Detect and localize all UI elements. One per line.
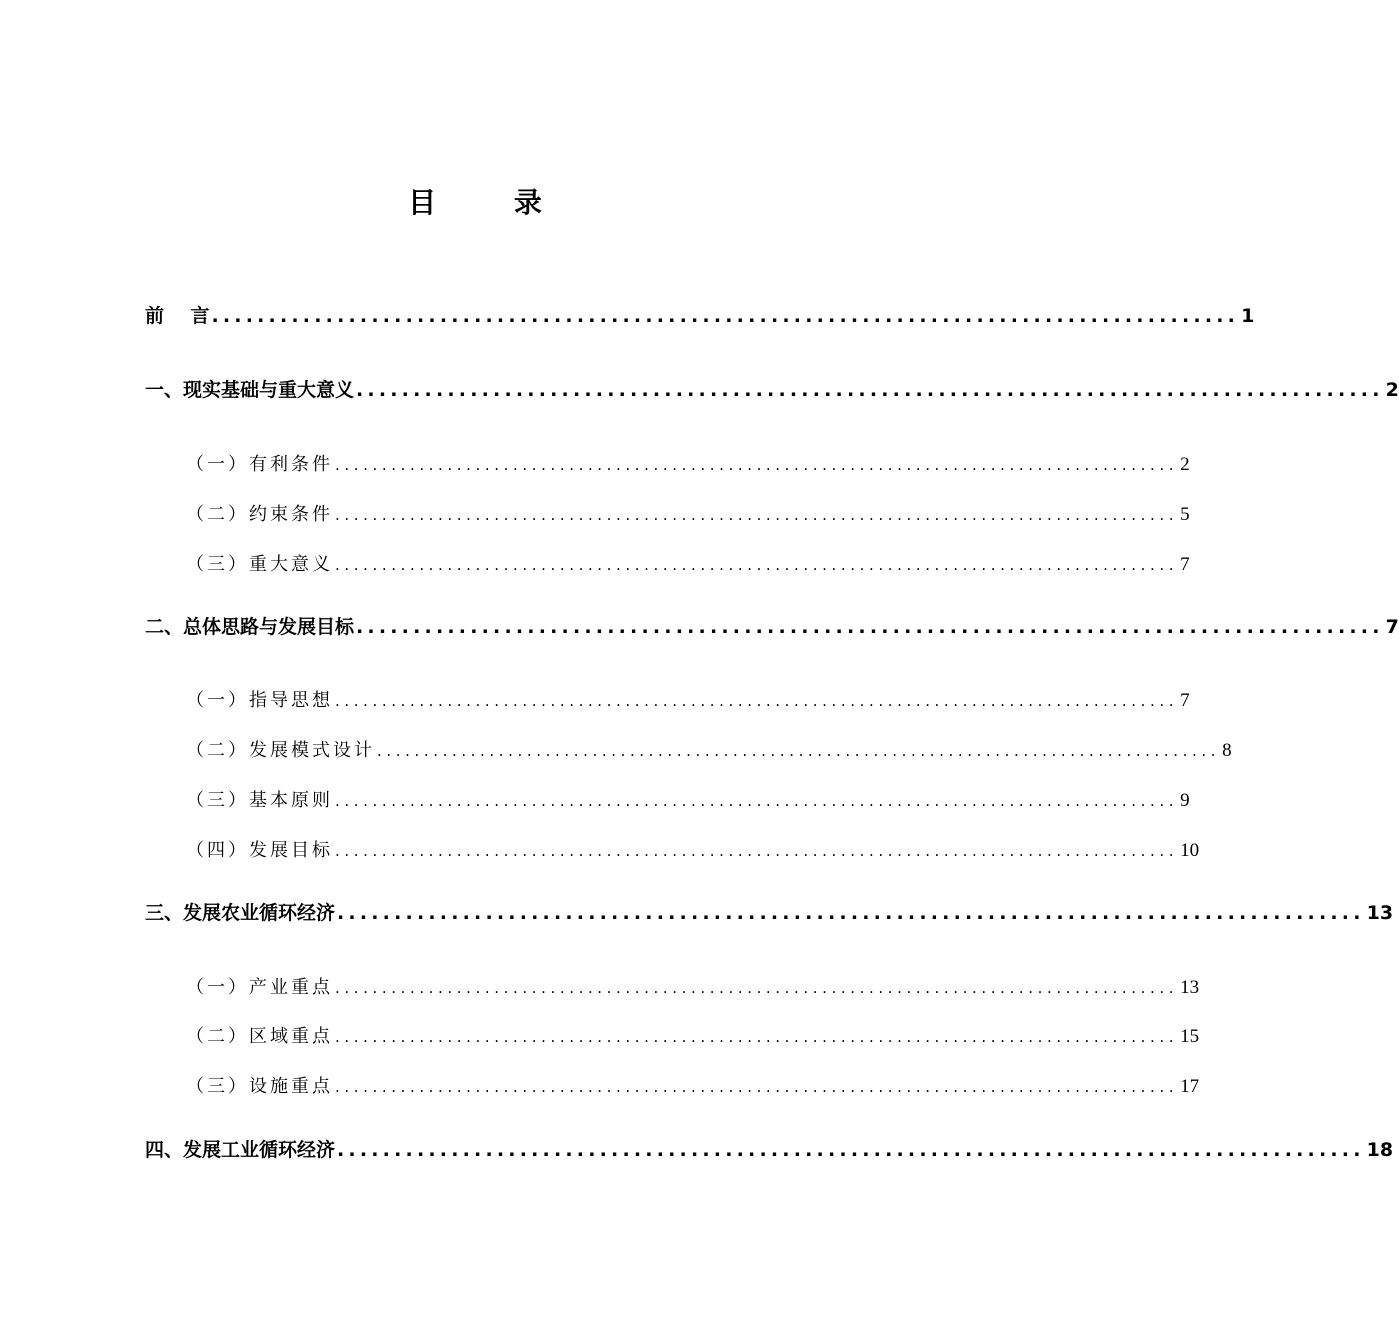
toc-leader-dots: .......................................................................................... [337, 1139, 1365, 1161]
toc-entry-label: （三）重大意义 [186, 554, 333, 575]
toc-entry-label: （二）约束条件 [186, 504, 333, 525]
toc-entry-section-1-3[interactable] [186, 550, 1190, 576]
toc-entry-section-3-2[interactable] [186, 1022, 1200, 1048]
toc-entry-label: 三、发展农业循环经济 [145, 902, 336, 924]
toc-entry-section-1[interactable] [145, 375, 1399, 402]
toc-entry-section-3-1[interactable] [186, 973, 1200, 999]
toc-page-number: 8 [1222, 740, 1232, 761]
toc-page-number: 7 [1385, 616, 1399, 638]
toc-page-number: 10 [1180, 840, 1200, 861]
toc-entry-label: 前 言 [145, 305, 210, 327]
toc-entry-label: （三）设施重点 [186, 1076, 333, 1097]
toc-entry-label: 二、总体思路与发展目标 [145, 616, 355, 638]
toc-entry-label: 四、发展工业循环经济 [145, 1139, 336, 1161]
toc-entry-label: （二）区域重点 [186, 1026, 333, 1047]
toc-page-number: 2 [1180, 454, 1190, 475]
toc-leader-dots: .......................................................................................... [335, 1028, 1179, 1046]
toc-entry-label: 一、现实基础与重大意义 [145, 379, 355, 401]
toc-leader-dots: .......................................................................................... [335, 792, 1179, 810]
toc-entry-section-2[interactable] [145, 612, 1399, 639]
toc-leader-dots: .......................................................................................... [377, 742, 1221, 760]
toc-entry-section-1-2[interactable] [186, 500, 1190, 526]
toc-page-number: 13 [1180, 977, 1200, 998]
toc-entry-section-2-2[interactable] [186, 736, 1232, 762]
toc-leader-dots: .......................................................................................... [335, 506, 1179, 524]
toc-page-number: 15 [1180, 1026, 1200, 1047]
toc-entry-section-3[interactable] [145, 898, 1394, 925]
toc-entry-section-2-1[interactable] [186, 686, 1190, 712]
toc-leader-dots: .......................................................................................... [356, 379, 1384, 401]
toc-entry-section-1-1[interactable] [186, 450, 1190, 476]
page-title: 目 录 [408, 186, 576, 219]
toc-entry-label: （三）基本原则 [186, 790, 333, 811]
toc-leader-dots: .......................................................................................... [335, 556, 1179, 574]
toc-entry-label: （四）发展目标 [186, 840, 333, 861]
toc-leader-dots: .......................................................................................... [356, 616, 1384, 638]
toc-page-number: 7 [1180, 554, 1190, 575]
toc-entry-label: （二）发展模式设计 [186, 740, 375, 761]
toc-entry-section-2-4[interactable] [186, 836, 1200, 862]
toc-page-number: 2 [1385, 379, 1399, 401]
toc-entry-section-3-3[interactable] [186, 1072, 1200, 1098]
toc-page-number: 18 [1366, 1139, 1394, 1161]
toc-entry-section-4[interactable] [145, 1135, 1394, 1162]
toc-page-number: 7 [1180, 690, 1190, 711]
toc-entry-preface[interactable] [145, 301, 1255, 328]
toc-leader-dots: .......................................................................................... [335, 979, 1179, 997]
toc-entry-label: （一）有利条件 [186, 454, 333, 475]
toc-page-number: 5 [1180, 504, 1190, 525]
toc-page-number: 17 [1180, 1076, 1200, 1097]
toc-leader-dots: .......................................................................................... [335, 1078, 1179, 1096]
toc-page-number: 9 [1180, 790, 1190, 811]
toc-entry-label: （一）产业重点 [186, 977, 333, 998]
toc-leader-dots: .......................................................................................... [337, 902, 1365, 924]
toc-page-number: 1 [1241, 305, 1255, 327]
toc-leader-dots: .......................................................................................... [335, 692, 1179, 710]
toc-page-number: 13 [1366, 902, 1394, 924]
toc-entry-section-2-3[interactable] [186, 786, 1190, 812]
toc-leader-dots: .......................................................................................... [335, 456, 1179, 474]
toc-leader-dots: .......................................................................................... [211, 305, 1240, 327]
toc-entry-label: （一）指导思想 [186, 690, 333, 711]
toc-leader-dots: .......................................................................................... [335, 842, 1179, 860]
